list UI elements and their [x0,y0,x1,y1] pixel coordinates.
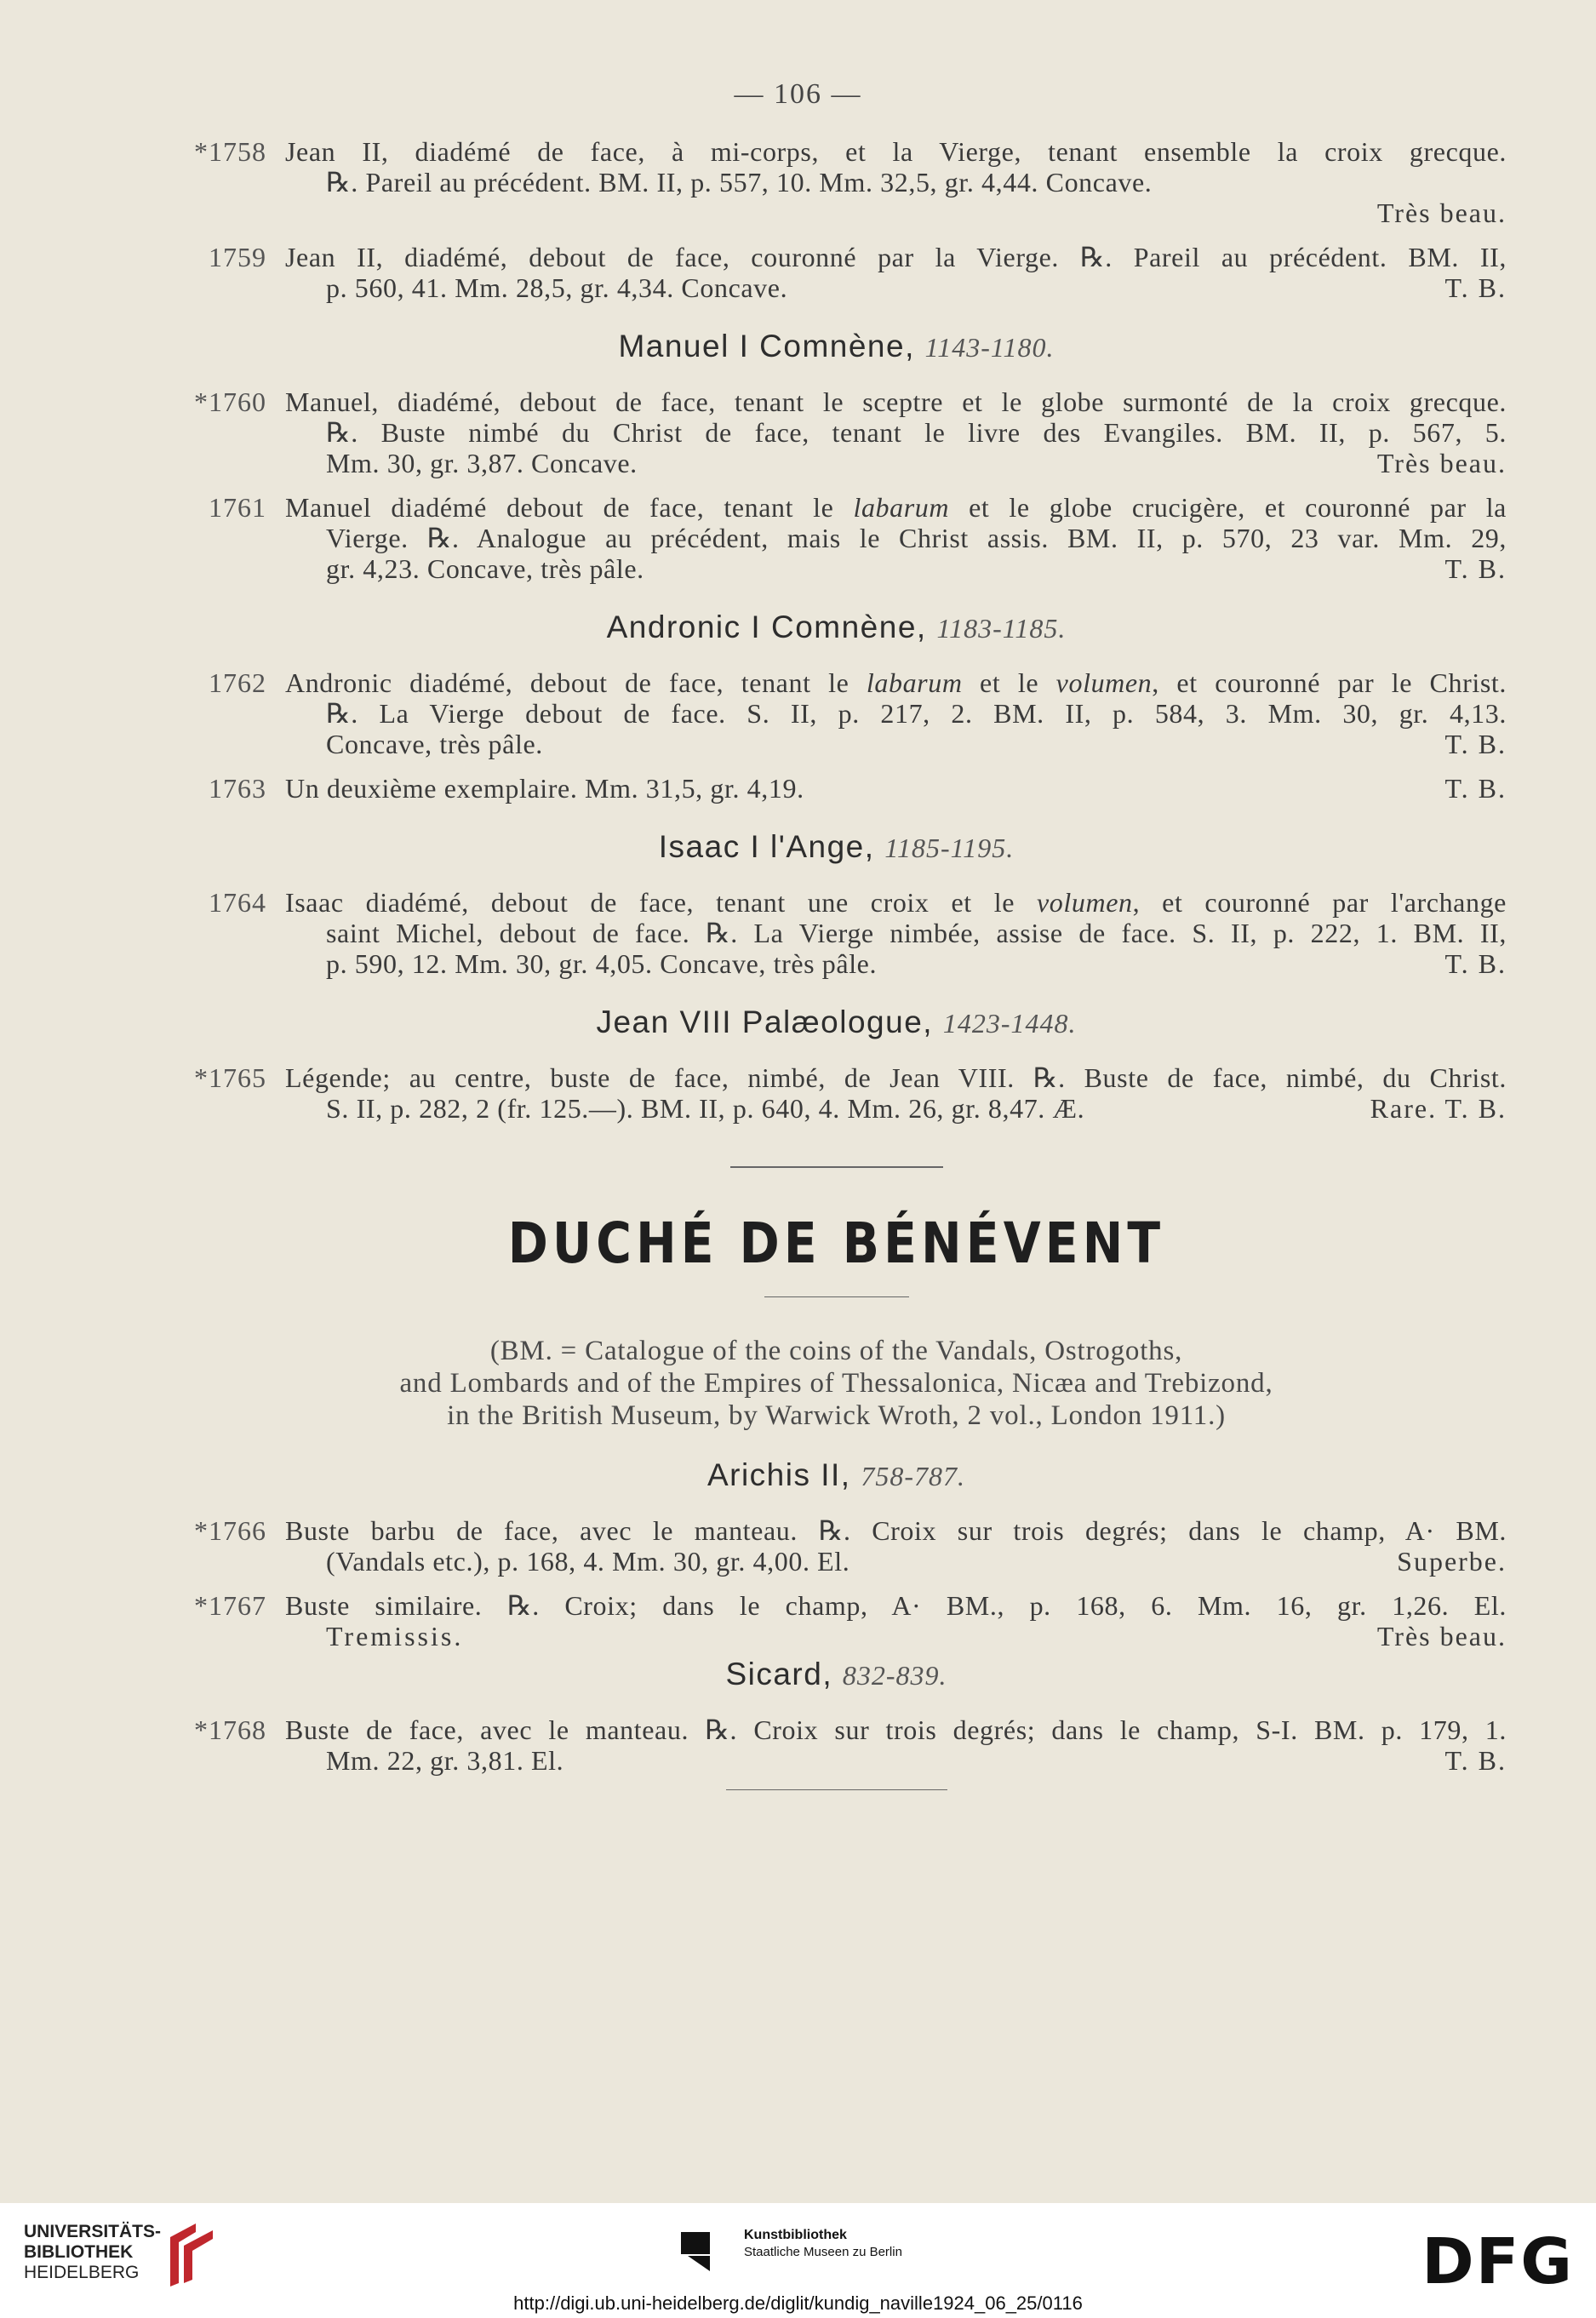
entry-grade: Superbe. [1397,1546,1507,1577]
entry-grade: Rare. T. B. [1370,1093,1507,1124]
ruler-heading [166,1004,1507,1040]
entry-line: saint Michel, debout de face. ℞. La Vierge nimbée, assise de face. S. II, p. 222, 1. BM. II, [326,918,1507,948]
ruler-dates: 1423-1448. [942,1008,1077,1039]
entry-line: Buste similaire. ℞. Croix; dans le champ, A· BM., p. 168, 6. Mm. 16, gr. 1,26. El. [285,1590,1507,1621]
ruler-name: Jean VIII Palæologue, [596,1004,934,1039]
ruler-heading [166,610,1507,645]
bibliography-note [166,1335,1507,1432]
page-number: — 106 — [734,78,862,110]
entry-line: ℞. Buste nimbé du Christ de face, tenant le livre des Evangiles. BM. II, p. 567, 5. [326,417,1507,448]
entry-line: p. 590, 12. Mm. 30, gr. 4,05. Concave, très pâle. [326,948,878,979]
closing-divider [726,1789,947,1790]
intro-line: in the British Museum, by Warwick Wroth, 2 vol., London 1911.) [447,1400,1226,1431]
entry-number: 1762 [209,667,266,698]
catalogue-content [166,136,1507,1790]
ub-heidelberg-logo [24,2222,161,2283]
entry-line: Vierge. ℞. Analogue au précédent, mais le Christ assis. BM. II, p. 570, 23 var. Mm. 29, [326,523,1507,553]
chapter-title: DUCHÉ DE BÉNÉVENT [507,1211,1165,1276]
catalogue-entry [166,242,1507,303]
ub-line: UNIVERSITÄTS- [24,2222,162,2241]
intro-line: (BM. = Catalogue of the coins of the Vandals, Ostrogoths, [489,1336,1183,1366]
entry-line: ℞. La Vierge debout de face. S. II, p. 217, 2. BM. II, p. 584, 3. Mm. 30, gr. 4,13. [326,698,1507,729]
entry-line: Jean II, diadémé de face, à mi-corps, et la Vierge, tenant ensemble la croix grecque. [285,136,1507,167]
ruler-dates: 1143-1180. [924,332,1055,363]
entry-number: 1759 [209,242,266,272]
ub-line: BIBLIOTHEK [24,2242,134,2262]
digitization-footer [0,2203,1596,2318]
catalogue-entry [166,1714,1507,1776]
ruler-name: Isaac I l'Ange, [658,829,875,864]
catalogue-entry [166,492,1507,584]
entry-line: Mm. 30, gr. 3,87. Concave. [326,448,638,478]
ruler-heading [166,1657,1507,1692]
ruler-heading [166,329,1507,364]
ruler-name: Andronic I Comnène, [606,610,927,644]
entry-line: Buste barbu de face, avec le manteau. ℞. Croix sur trois degrés; dans le champ, A· BM. [285,1515,1507,1546]
entry-grade: T. B. [1444,729,1507,759]
entry-number: *1760 [194,386,266,417]
ruler-name: Sicard, [725,1657,833,1691]
kb-title: Kunstbibliothek [744,2228,847,2242]
kunstbibliothek-emblem-icon [681,2227,735,2275]
catalogue-entry [166,1515,1507,1577]
title-underline [764,1296,909,1297]
entry-line: Andronic diadémé, debout de face, tenant le labarum et le volumen, et couronné par le Christ. [285,667,1507,698]
entry-line: gr. 4,23. Concave, très pâle. [326,553,644,584]
ub-emblem-icon [162,2220,221,2288]
entry-number: 1764 [209,887,266,918]
ruler-dates: 1183-1185. [936,613,1067,644]
entry-number: *1766 [194,1515,266,1546]
entry-grade: T. B. [1444,1745,1507,1776]
entry-line: Manuel diadémé debout de face, tenant le labarum et le globe crucigère, et couronné par la [285,492,1507,523]
permalink-url[interactable]: http://digi.ub.uni-heidelberg.de/diglit/kundig_naville1924_06_25/0116 [513,2292,1083,2314]
kb-subtitle: Staatliche Museen zu Berlin [744,2245,902,2259]
ruler-heading [166,1457,1507,1493]
catalogue-entry [166,887,1507,979]
ruler-dates: 1185-1195. [884,833,1015,863]
entry-grade: Très beau. [1376,197,1507,228]
dfg-logo: DFG [1422,2225,1574,2298]
entry-grade: Très beau. [1376,1621,1507,1651]
entry-line: Concave, très pâle. [326,729,543,759]
entry-number: *1765 [194,1062,266,1093]
ruler-name: Arichis II, [706,1457,851,1492]
entry-grade: T. B. [1444,553,1507,584]
ruler-heading [166,829,1507,865]
section-divider [730,1166,943,1168]
catalogue-entry [166,386,1507,478]
entry-line: Jean II, diadémé, debout de face, couronné par la Vierge. ℞. Pareil au précédent. BM. II, [285,242,1507,272]
entry-line: S. II, p. 282, 2 (fr. 125.—). BM. II, p. 640, 4. Mm. 26, gr. 8,47. Æ. [326,1093,1085,1124]
ruler-dates: 758-787. [861,1461,966,1491]
entry-grade: T. B. [1444,272,1507,303]
entry-line: Mm. 22, gr. 3,81. El. [326,1745,564,1776]
entry-number: 1761 [209,492,266,523]
entry-line: (Vandals etc.), p. 168, 4. Mm. 30, gr. 4,00. El. [326,1546,850,1577]
catalogue-entry [166,1590,1507,1651]
entry-number: 1763 [209,773,266,804]
entry-line: Buste de face, avec le manteau. ℞. Croix sur trois degrés; dans le champ, S-I. BM. p. 179, 1. [285,1714,1507,1745]
entry-grade: T. B. [1444,948,1507,979]
catalogue-entry [166,773,1507,804]
entry-line: p. 560, 41. Mm. 28,5, gr. 4,34. Concave. [326,272,788,303]
entry-number: *1767 [194,1590,266,1621]
entry-number: *1768 [194,1714,266,1745]
catalogue-entry [166,667,1507,759]
entry-grade: T. B. [1444,773,1507,804]
ruler-dates: 832-839. [842,1660,947,1691]
entry-line: Manuel, diadémé, debout de face, tenant le sceptre et le globe surmonté de la croix grecque. [285,386,1507,417]
entry-grade: Très beau. [1376,448,1507,478]
catalogue-entry [166,1062,1507,1124]
entry-line: ℞. Pareil au précédent. BM. II, p. 557, 10. Mm. 32,5, gr. 4,44. Concave. [326,167,1153,197]
intro-line: and Lombards and of the Empires of Thessalonica, Nicæa and Trebizond, [399,1368,1273,1399]
entry-line: Un deuxième exemplaire. Mm. 31,5, gr. 4,19. [285,773,804,804]
catalogue-entry [166,136,1507,228]
entry-line: Tremissis. [326,1621,464,1651]
ruler-name: Manuel I Comnène, [618,329,915,363]
entry-line: Isaac diadémé, debout de face, tenant une croix et le volumen, et couronné par l'archange [285,887,1507,918]
ub-line: HEIDELBERG [24,2263,140,2282]
entry-line: Légende; au centre, buste de face, nimbé, de Jean VIII. ℞. Buste de face, nimbé, du Christ. [285,1062,1507,1093]
entry-number: *1758 [194,136,266,167]
